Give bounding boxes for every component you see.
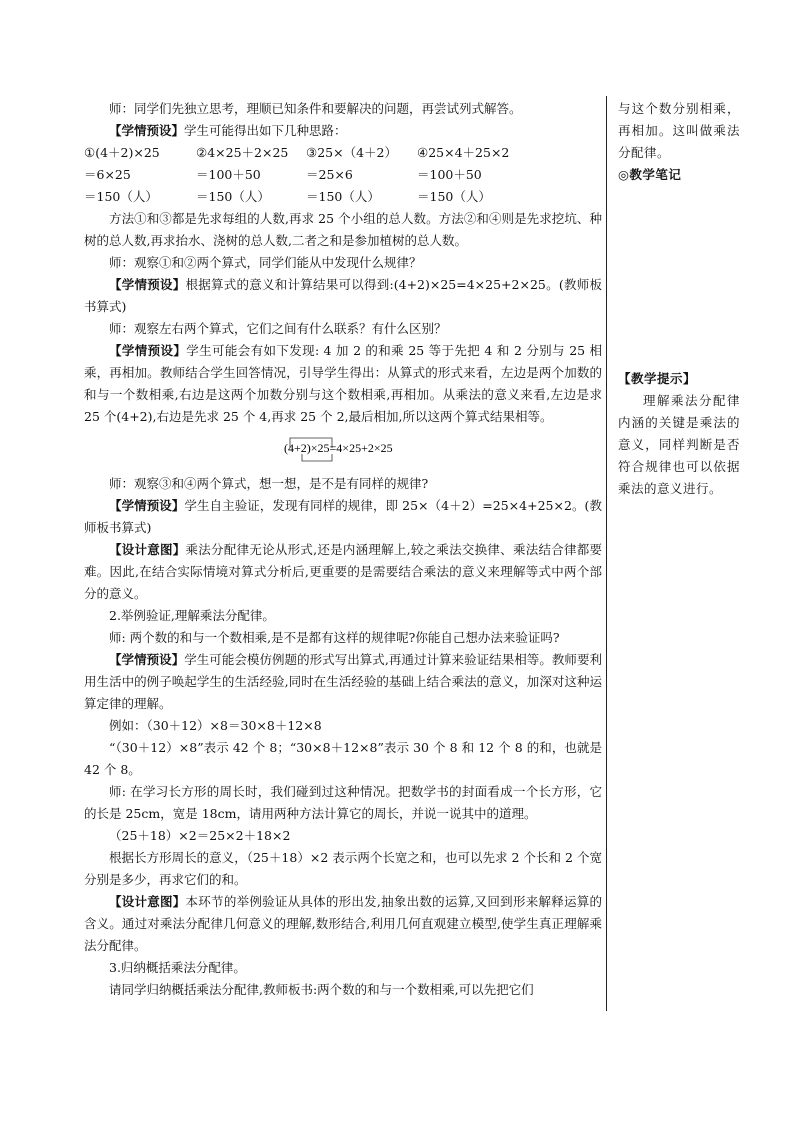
paragraph xyxy=(84,649,602,715)
bracket-line xyxy=(302,454,332,461)
paragraph: 例如：（30＋12）×8＝30×8＋12×8 xyxy=(109,718,322,733)
paragraph xyxy=(84,539,602,605)
paragraph-text: 学生自主验证，发现有同样的规律，即 25×（4＋2）=25×4+25×2。(教师板书算式) xyxy=(84,498,602,535)
formula-cell: ＝150（人） xyxy=(417,189,491,204)
main-column xyxy=(84,98,602,1001)
paragraph: （25＋18）×2＝25×2＋18×2 xyxy=(109,828,291,843)
paragraph xyxy=(84,120,602,142)
formula-cell: ＝150（人） xyxy=(196,189,270,204)
paragraph: 根据长方形周长的意义，（25＋18）×2 表示两个长宽之和，也可以先求 2 个长和 2 个宽分别是多少，再求它们的和。 xyxy=(84,850,602,887)
section-tag: 【学情预设】 xyxy=(109,123,185,138)
formula-cell: ＝150（人） xyxy=(306,189,380,204)
paragraph: 2.举例验证,理解乘法分配律。 xyxy=(109,608,275,623)
paragraph: 师：观察③和④两个算式，想一想，是不是有同样的规律? xyxy=(109,476,429,491)
paragraph-text: 根据算式的意义和计算结果可以得到:(4+2)×25=4×25+2×25。(教师板书算式) xyxy=(84,277,602,314)
section-tag: 【学情预设】 xyxy=(109,498,185,513)
formula-cell: ＝100＋50 xyxy=(196,167,261,182)
section-tag: 【设计意图】 xyxy=(109,542,186,557)
section-tag: 【学情预设】 xyxy=(109,343,187,358)
sidebar-note xyxy=(618,98,740,186)
formula-cell: ＝6×25 xyxy=(84,167,131,182)
paragraph-text: 本环节的举例验证从具体的形出发,抽象出数的运算,又回到形来解释运算的含义。通过对乘法分配律几何意义的理解,数形结合,利用几何直观建立模型,使学生真正理解乘法分配律。 xyxy=(84,894,602,953)
paragraph xyxy=(84,495,602,539)
paragraph: 师：观察①和②两个算式，同学们能从中发现什么规律？ xyxy=(109,255,422,270)
formula-cell: ②4×25＋2×25 xyxy=(196,145,289,160)
paragraph-text: 乘法分配律无论从形式,还是内涵理解上,较之乘法交换律、乘法结合律都要难。因此,在结合实际情境对算式分析后,更重要的是需要结合乘法的意义来理解等式中两个部分的意义。 xyxy=(84,542,602,601)
formula-cell: ①(4＋2)×25 xyxy=(84,145,160,160)
paragraph xyxy=(84,891,602,957)
paragraph: 方法①和③都是先求每组的人数,再求 25 个小组的总人数。方法②和④则是先求挖坑、种树的总人数,再求抬水、浇树的总人数,二者之和是参加植树的总人数。 xyxy=(84,211,602,248)
paragraph: 师: 在学习长方形的周长时，我们碰到过这种情况。把数学书的封面看成一个长方形，它的长是 25cm，宽是 18cm，请用两种方法计算它的周长，并说一说其中的道理。 xyxy=(84,784,602,821)
paragraph: 师: 两个数的和与一个数相乘,是不是都有这样的规律呢?你能自己想办法来验证吗? xyxy=(109,630,560,645)
formula-cell: ＝100＋50 xyxy=(417,167,482,182)
paragraph-text: 学生可能得出如下几种思路： xyxy=(184,123,347,138)
sidebar-tip xyxy=(618,368,740,500)
paragraph: “（30＋12）×8”表示 42 个 8；“30×8＋12×8”表示 30 个 8 和 12 个 8 的和，也就是 42 个 8。 xyxy=(84,740,602,777)
section-tag: 【设计意图】 xyxy=(109,894,186,909)
paragraph-text: 学生可能会模仿例题的形式写出算式,再通过计算来验证结果相等。教师要利用生活中的例子唤起学生的生活经验,同时在生活经验的基础上结合乘法的意义，加深对这种运算定律的理解。 xyxy=(84,652,602,711)
tip-title: 【教学提示】 xyxy=(618,371,697,386)
section-tag: 【学情预设】 xyxy=(109,652,185,667)
tip-text: 理解乘法分配律内涵的关键是乘法的意义，同样判断是否符合规律也可以依据乘法的意义进行。 xyxy=(618,393,740,496)
diagram-formula: (4+2)×25=4×25+2×25 xyxy=(284,441,393,455)
paragraph: 师：同学们先独立思考，理顺已知条件和要解决的问题，再尝试列式解答。 xyxy=(109,101,522,116)
paragraph: 师：观察左右两个算式，它们之间有什么联系？有什么区别？ xyxy=(109,321,447,336)
paragraph: 3.归纳概括乘法分配律。 xyxy=(109,960,246,975)
note-text: 与这个数分别相乘，再相加。这叫做乘法分配律。 xyxy=(618,101,740,160)
paragraph: 请同学归纳概括乘法分配律,教师板书:两个数的和与一个数相乘,可以先把它们 xyxy=(109,982,534,997)
paragraph xyxy=(84,340,602,428)
paragraph-text: 学生可能会有如下发现: 4 加 2 的和乘 25 等于先把 4 和 2 分别与 25 相乘，再相加。教师结合学生回答情况，引导学生得出：从算式的形式来看，左边是两个加数的和与一个数相乘,右边是这两个加数分别与这个数相乘,再相加。从乘法的意义来看,左边是求 25 个(4+2),右边是先求 25 个 4,再求 25 个 2,最后相加,所以这两个算式结果相等。 xyxy=(84,343,602,424)
note-title: ◎教学笔记 xyxy=(618,167,682,182)
section-tag: 【学情预设】 xyxy=(109,277,186,292)
formula-cell: ＝25×6 xyxy=(306,167,353,182)
formula-cell: ④25×4＋25×2 xyxy=(417,145,510,160)
formula-cell: ③25×（4＋2） xyxy=(306,145,397,160)
formula-cell: ＝150（人） xyxy=(84,189,158,204)
paragraph xyxy=(84,274,602,318)
column-divider xyxy=(606,96,607,1011)
method-formulas xyxy=(84,142,602,208)
distributive-diagram xyxy=(84,432,602,464)
